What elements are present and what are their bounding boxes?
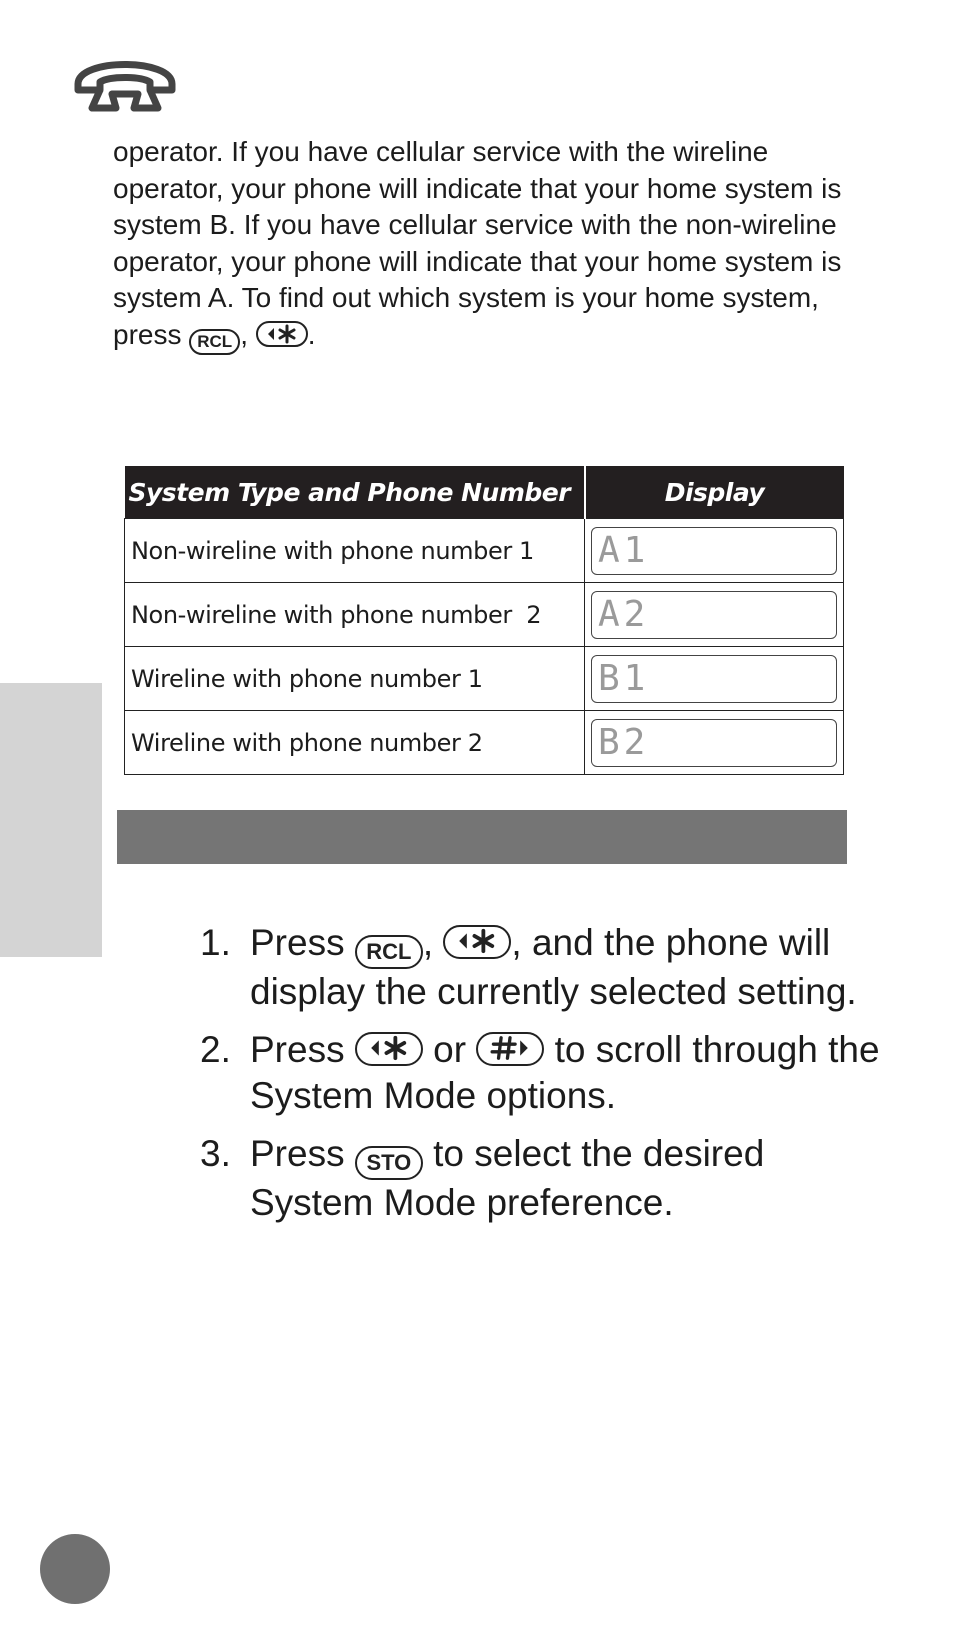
header-system-type: System Type and Phone Number xyxy=(125,466,585,519)
sto-key: STO xyxy=(355,1146,423,1180)
table-row xyxy=(125,647,844,711)
star-left-key-icon xyxy=(355,1032,423,1066)
side-section-tab xyxy=(0,683,102,957)
row-label: Wireline with phone number 1 xyxy=(125,647,585,711)
pound-right-key-icon xyxy=(476,1032,544,1066)
system-type-table xyxy=(124,466,844,775)
step-item: 1. Press RCL , , and the phone will display the currently selected setting. xyxy=(200,922,857,1012)
lcd-display: B2 xyxy=(591,719,837,767)
row-label: Wireline with phone number 2 xyxy=(125,711,585,775)
page-marker-dot xyxy=(40,1534,110,1604)
rcl-key: RCL xyxy=(189,329,240,355)
header-display: Display xyxy=(585,466,844,519)
section-header-bar xyxy=(117,810,847,864)
intro-paragraph: operator. If you have cellular service with the wireline operator, your phone will indicate that your home system is system B. If you have cellular service with the non-wireline operator, your phone will indicate that your home system is system A. To find out which system is your home system, press RCL , . xyxy=(113,134,853,355)
step-item: 2. Press or to scroll through the System Mode options. xyxy=(200,1029,880,1116)
steps-list xyxy=(200,920,880,1238)
table-row xyxy=(125,519,844,583)
lcd-display: A1 xyxy=(591,527,837,575)
rcl-key: RCL xyxy=(355,935,423,969)
step-item: 3. Press STO to select the desired System Mode preference. xyxy=(200,1133,765,1223)
row-label: Non-wireline with phone number 1 xyxy=(125,519,585,583)
table-row xyxy=(125,583,844,647)
star-left-key-icon xyxy=(443,925,511,959)
lcd-display: B1 xyxy=(591,655,837,703)
lcd-display: A2 xyxy=(591,591,837,639)
intro-text: operator. If you have cellular service with the wireline operator, your phone will indicate that your home system is system B. If you have cellular service with the non-wireline operator, your phone will indicate that your home system is system A. To find out which system is your home system, press xyxy=(113,136,842,350)
table-row xyxy=(125,711,844,775)
star-left-key-icon xyxy=(256,321,308,347)
row-label: Non-wireline with phone number 2 xyxy=(125,583,585,647)
phone-handset-icon xyxy=(70,50,180,116)
